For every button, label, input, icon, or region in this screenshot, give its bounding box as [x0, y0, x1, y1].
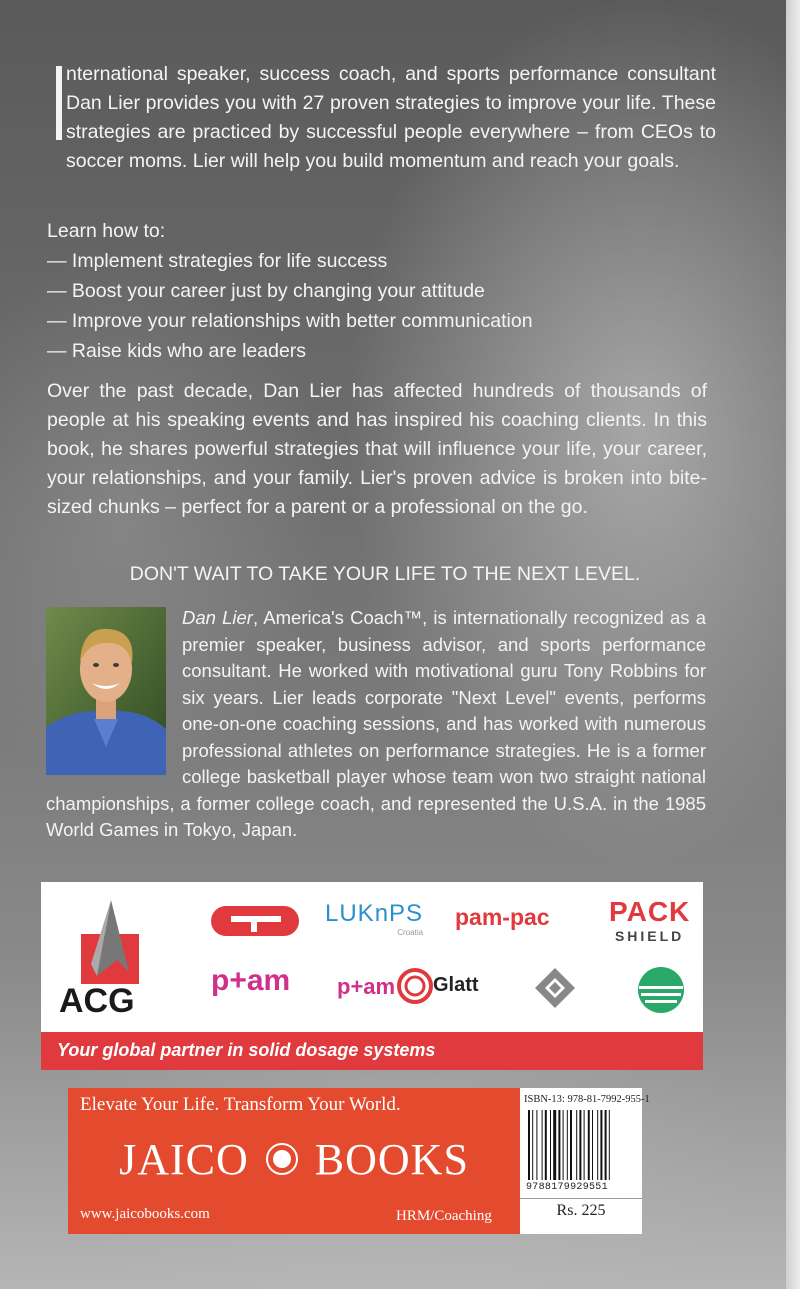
barcode-bar — [597, 1110, 598, 1180]
book-category: HRM/Coaching — [396, 1208, 492, 1224]
learn-list — [47, 216, 707, 366]
learn-item: — Implement strategies for life success — [47, 250, 388, 272]
publisher-box — [68, 1088, 520, 1234]
green-globe-icon — [637, 966, 685, 1014]
intro-text: nternational speaker, success coach, and sports performance consultant Dan Lier provides you with 27 proven strategies to improve your life. These strategies are practiced by successful people everywhere – from CEOs to soccer moms. Lier will help you build momentum and reach your goals. — [66, 63, 716, 172]
description-paragraph: Over the past decade, Dan Lier has affected hundreds of thousands of people at his speaking events and has inspired his coaching clients. In this book, he shares powerful strategies that will influence your life, your career, your relationships, and your family. Lier's proven advice is broken into bite-sized chunks – perfect for a parent or a professional on the go. — [47, 380, 707, 518]
ad-logo — [211, 904, 301, 938]
cover-edge — [786, 0, 800, 1289]
barcode-bar — [592, 1110, 593, 1180]
lukaps-text: LUKnPS — [325, 900, 424, 927]
jaico-emblem-icon — [265, 1142, 299, 1176]
drop-cap — [56, 66, 62, 140]
author-name: Dan Lier — [182, 607, 253, 628]
ptam-logo: p+am — [211, 964, 291, 997]
intro-paragraph — [66, 60, 716, 176]
publisher-brand — [68, 1134, 520, 1185]
publisher-motto: Elevate Your Life. Transform Your World. — [80, 1094, 401, 1115]
learn-item: — Improve your relationships with better communication — [47, 310, 533, 332]
barcode — [528, 1110, 634, 1180]
shield-text: SHIELD — [614, 928, 685, 944]
learn-item: — Boost your career just by changing your attitude — [47, 280, 485, 302]
barcode-bar — [532, 1110, 533, 1180]
barcode-bar — [584, 1110, 585, 1180]
barcode-bar — [545, 1110, 547, 1180]
diamond-logo-icon — [533, 966, 577, 1010]
barcode-bar — [600, 1110, 602, 1180]
barcode-bar — [567, 1110, 568, 1180]
barcode-digits: 9788179929551 — [526, 1182, 608, 1193]
acg-text: ACG — [59, 982, 135, 1020]
isbn-text: ISBN-13: 978-81-7992-955-1 — [524, 1094, 650, 1105]
barcode-bar — [550, 1110, 551, 1180]
sponsor-ad — [41, 882, 703, 1070]
barcode-bar — [536, 1110, 537, 1180]
barcode-bar — [542, 1110, 543, 1180]
lukaps-sub: Croatia — [397, 928, 424, 937]
lukaps-logo — [325, 900, 423, 937]
brand-left: JAICO — [119, 1135, 249, 1184]
pampac-logo: pam-pac — [455, 904, 550, 930]
price-divider — [520, 1198, 642, 1199]
pack-text: PACK — [609, 896, 691, 927]
barcode-bar — [563, 1110, 564, 1180]
ptam-small-logo: p+am — [337, 974, 396, 999]
packshield-logo — [609, 896, 690, 944]
barcode-bar — [528, 1110, 530, 1180]
barcode-bar — [570, 1110, 572, 1180]
sponsor-tagline-bar — [41, 1032, 703, 1070]
sponsor-tagline: Your global partner in solid dosage systems — [57, 1040, 436, 1060]
brand-right: BOOKS — [314, 1135, 469, 1184]
glatt-logo: Glatt — [433, 974, 479, 996]
price: Rs. 225 — [556, 1202, 606, 1219]
learn-heading: Learn how to: — [47, 220, 166, 242]
barcode-bar — [588, 1110, 590, 1180]
author-bio — [46, 605, 706, 844]
slogan: DON'T WAIT TO TAKE YOUR LIFE TO THE NEXT LEVEL. — [129, 563, 641, 585]
barcode-bar — [558, 1110, 560, 1180]
publisher-url: www.jaicobooks.com — [80, 1206, 210, 1222]
barcode-bar — [605, 1110, 607, 1180]
barcode-bar — [576, 1110, 577, 1180]
barcode-box — [520, 1088, 650, 1234]
barcode-bar — [553, 1110, 556, 1180]
acg-logo — [51, 890, 191, 1022]
barcode-bar — [579, 1110, 581, 1180]
learn-item: — Raise kids who are leaders — [47, 340, 307, 362]
author-bio-text: , America's Coach™, is internationally recognized as a premier speaker, business advisor, and sports performance consultant. He worked with motivational guru Tony Robbins for six years. Lier leads corporate "Next Level" events, performs one-on-one coaching sessions, and has worked with numerous professional athletes on performance strategies. He is a former college basketball player whose team won two straight national championships, a former college coach, and represented the U.S.A. in the 1985 World Games in Tokyo, Japan. — [46, 607, 706, 840]
glatt-swirl-icon — [397, 968, 433, 1004]
barcode-bar — [609, 1110, 610, 1180]
